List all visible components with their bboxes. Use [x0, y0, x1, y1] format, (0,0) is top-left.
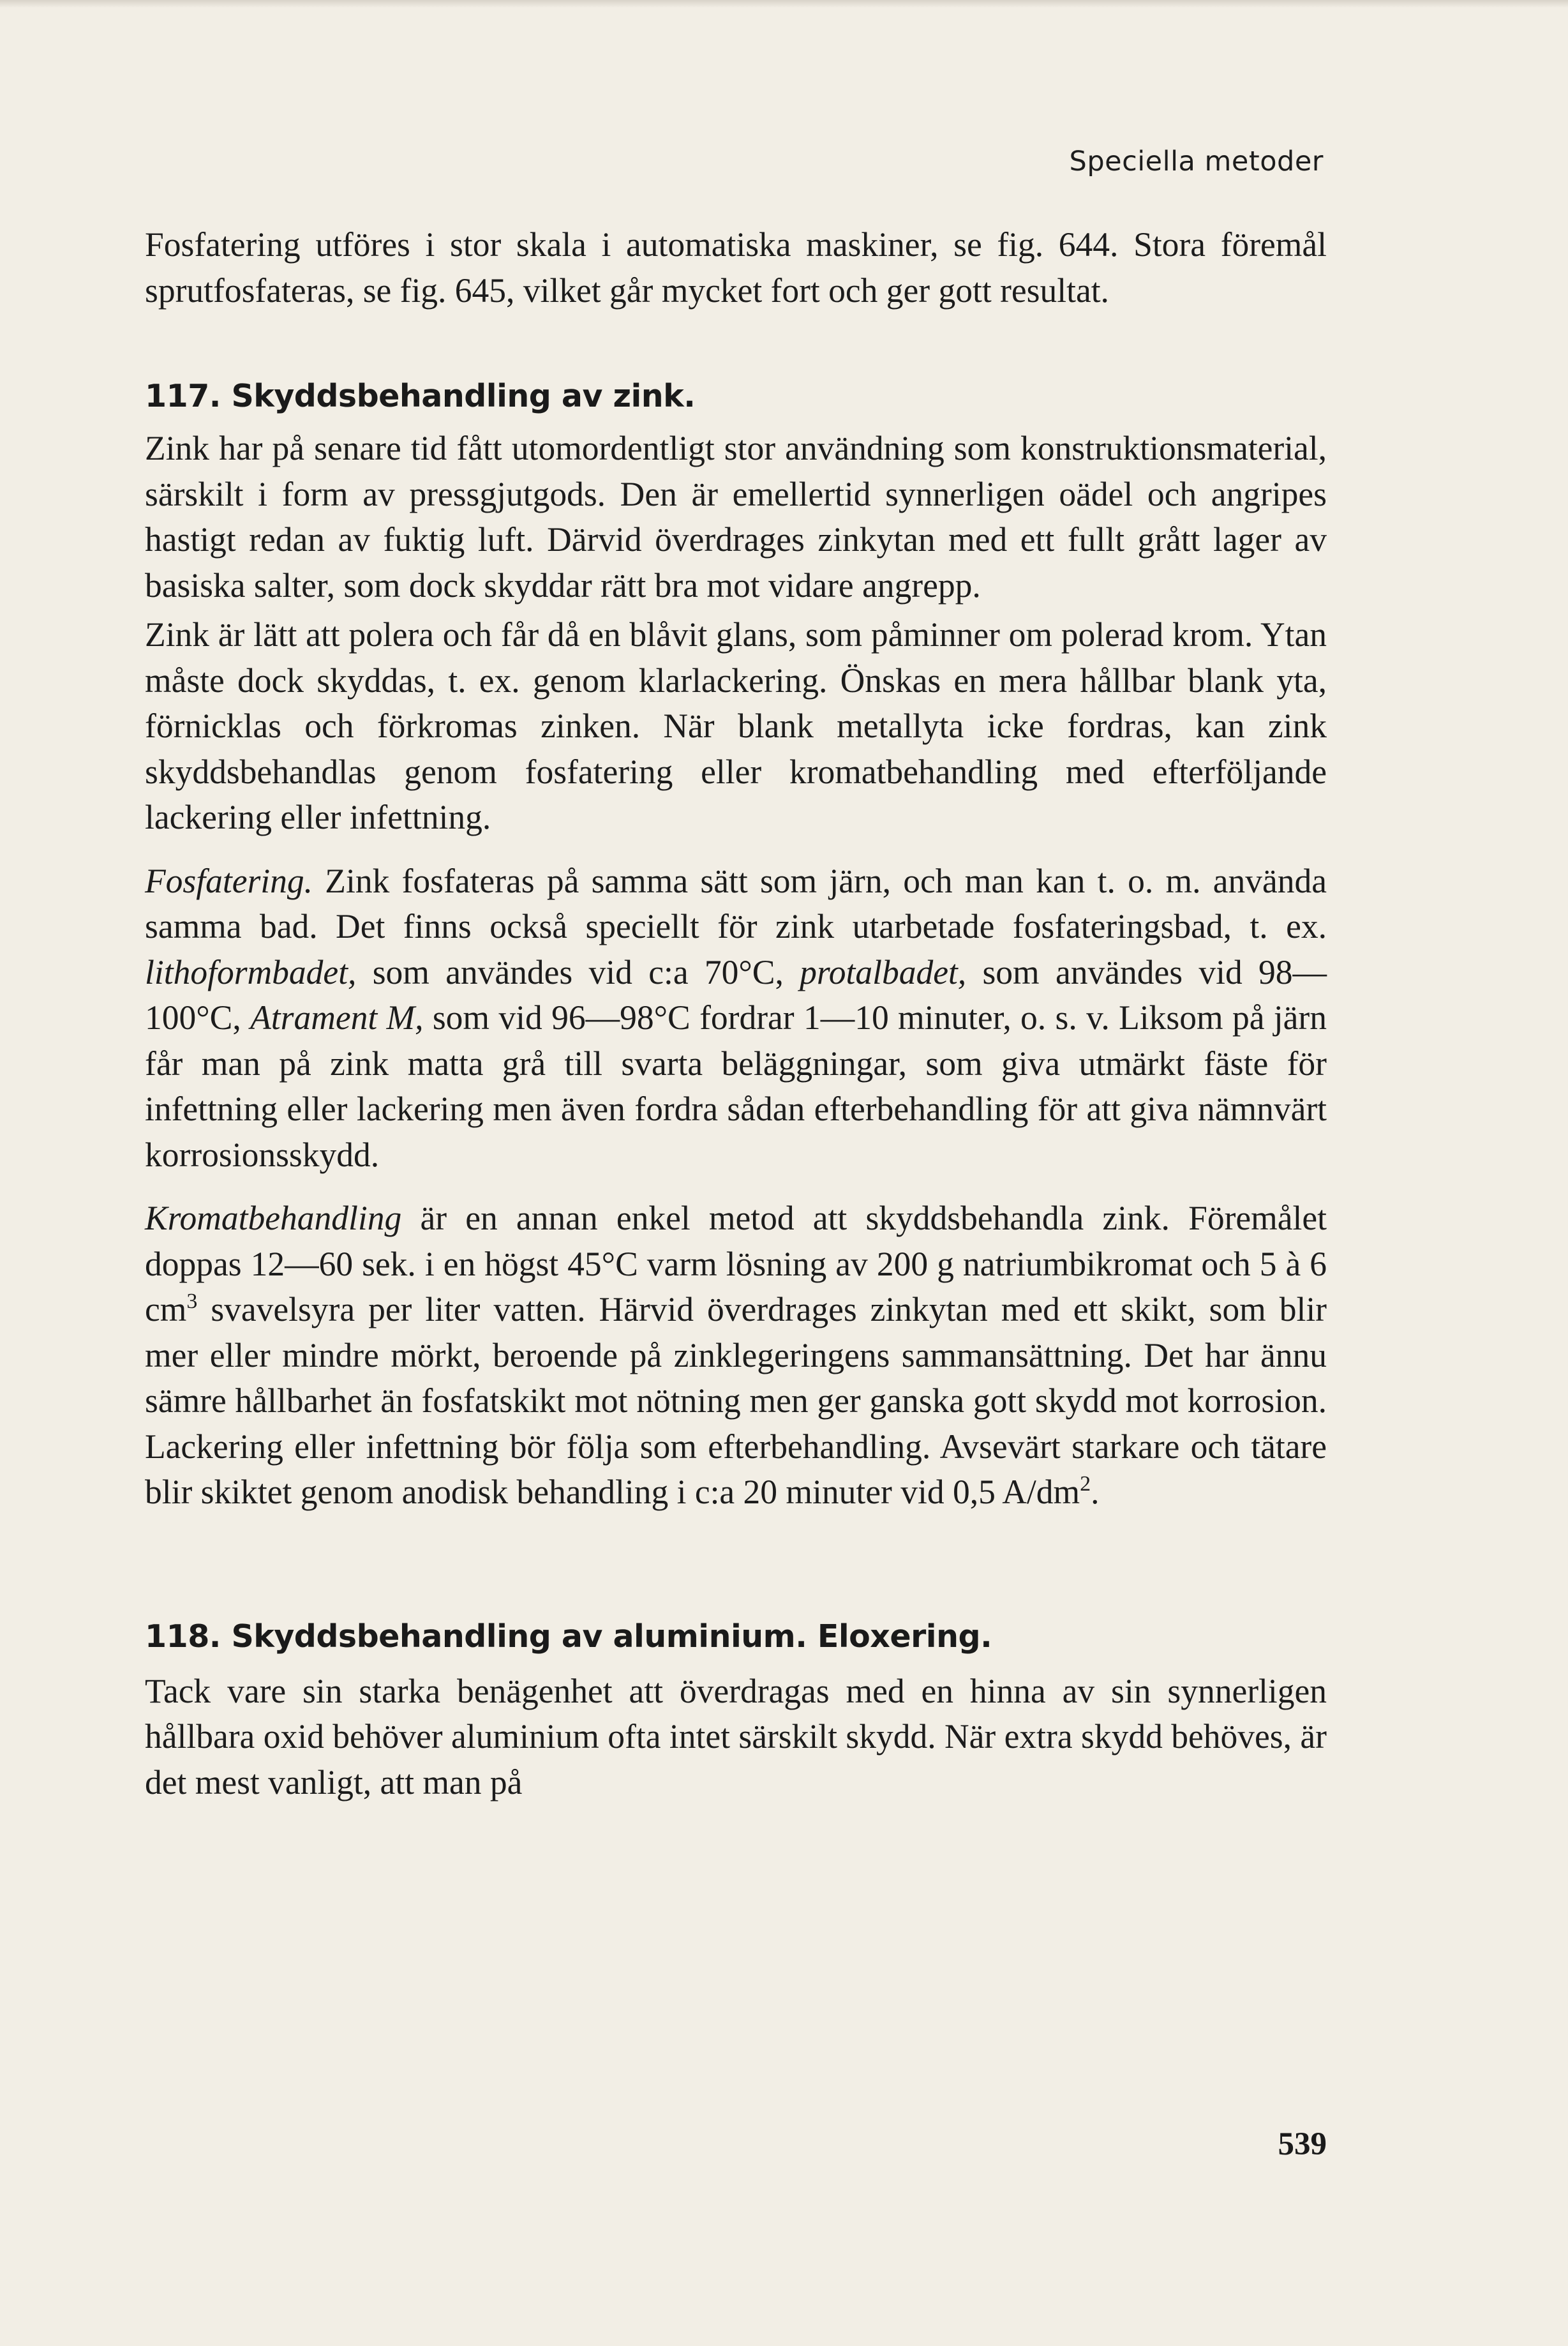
- kromatbehandling-lead: Kromatbehandling: [145, 1199, 402, 1237]
- page-number: 539: [1278, 2126, 1327, 2162]
- running-head: Speciella metoder: [1069, 146, 1324, 177]
- section-117-paragraph-kromat: [145, 1196, 1327, 1515]
- page-top-edge: [0, 0, 1568, 8]
- section-117-heading: 117. Skyddsbehandling av zink.: [145, 378, 696, 414]
- fosfatering-text-4: som vid 96—98°C fordrar 1—10 minuter, o. s. v. Liksom på järn får man på zink matta grå till svarta beläggningar, som giva utmärkt fäste för infettning eller lackering men även fordra sådan efterbehandling för att giva nämnvärt korrosionsskydd.: [145, 998, 1327, 1174]
- section-118-heading: 118. Skyddsbehandling av aluminium. Eloxering.: [145, 1618, 992, 1655]
- fosfatering-text-1: Zink fosfateras på samma sätt som järn, och man kan t. o. m. använda samma bad. Det finns också speciellt för zink utarbetade fosfateringsbad, t. ex.: [145, 861, 1327, 945]
- intro-paragraph: Fosfatering utföres i stor skala i automatiska maskiner, se fig. 644. Stora föremål sprutfosfateras, se fig. 645, vilket går mycket fort och ger gott resultat.: [145, 225, 1327, 310]
- fosfatering-text-3: som användes vid 98—100°C,: [145, 952, 1327, 1037]
- section-118-paragraph-1: Tack vare sin starka benägenhet att överdragas med en hinna av sin synnerligen hållbara oxid behöver aluminium ofta intet särskilt skydd. När extra skydd behöves, är det mest vanligt, att man på: [145, 1671, 1327, 1801]
- kromat-text-1: är en annan enkel metod att skyddsbehandla zink. Föremålet doppas 12—60 sek. i en högst 45°C varm lösning av 200 g natriumbikromat och 5 à 6 cm: [145, 1199, 1327, 1328]
- lithoformbadet-term: lithoformbadet,: [145, 952, 357, 991]
- kromat-text-3: .: [1091, 1473, 1100, 1511]
- dm2-superscript: 2: [1080, 1472, 1091, 1496]
- section-117-paragraph-2: Zink är lätt att polera och får då en blåvit glans, som påminner om polerad krom. Ytan måste dock skyddas, t. ex. genom klarlackering. Önskas en mera hållbar blank yta, förnicklas och förkromas zinken. När blank metallyta icke fordras, kan zink skyddsbehandlas genom fosfatering eller kromatbehandling med efterföljande lackering eller infettning.: [145, 615, 1327, 836]
- protalbadet-term: protalbadet,: [800, 952, 967, 991]
- fosfatering-text-2: som användes vid c:a 70°C,: [356, 952, 800, 991]
- section-117-paragraph-fosfatering: [145, 859, 1327, 1178]
- fosfatering-lead: Fosfatering.: [145, 861, 313, 900]
- cm3-superscript: 3: [186, 1290, 198, 1313]
- kromat-text-2: svavelsyra per liter vatten. Härvid överdrages zinkytan med ett skikt, som blir mer eller mindre mörkt, beroende på zinklegeringens sammansättning. Det har ännu sämre hållbarhet än fosfatskikt mot nötning men ger ganska gott skydd mot korrosion. Lackering eller infettning bör följa som efterbehandling. Avsevärt starkare och tätare blir skiktet genom anodisk behandling i c:a 20 minuter vid 0,5 A/dm: [145, 1290, 1327, 1511]
- atrament-term: Atrament M,: [250, 998, 424, 1037]
- section-117-paragraph-1: Zink har på senare tid fått utomordentligt stor användning som konstruktionsmaterial, särskilt i form av pressgjutgods. Den är emellertid synnerligen oädel och angripes hastigt redan av fuktig luft. Därvid överdrages zinkytan med ett fullt grått lager av basiska salter, som dock skyddar rätt bra mot vidare angrepp.: [145, 429, 1327, 605]
- page-body: [145, 222, 1327, 1805]
